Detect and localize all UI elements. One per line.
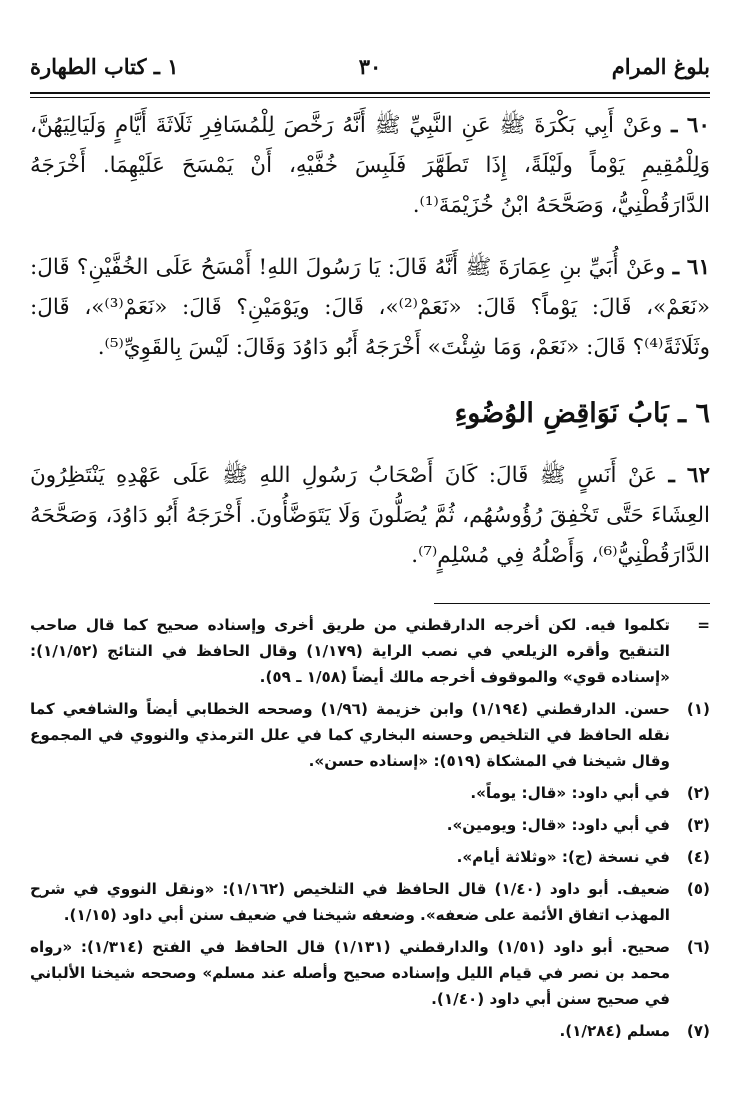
- hadith-number: ٦٠ ـ: [671, 113, 710, 138]
- page-header: [30, 50, 710, 94]
- footnotes: [30, 612, 710, 1050]
- hadith-62: [30, 456, 710, 576]
- footnote-text: تكلموا فيه. لكن أخرجه الدارقطني من طريق أخرى وإسناده صحيح كما قال صاحب التنقيح وأقره الزيلعي في نصب الراية (١/١٧٩) وقال الحافظ في النتائج (١/١/٥٢): «إسناده قوي» والموقوف أخرجه مالك أيضاً (١/٥٨ ـ ٥٩).: [30, 616, 670, 686]
- footnote-marker: (٣): [686, 816, 710, 834]
- hadith-number: ٦٢ ـ: [668, 463, 710, 488]
- footnote-item: [30, 812, 710, 838]
- footnote-marker: (١): [686, 700, 710, 718]
- header-divider: [30, 92, 710, 94]
- footnote-item: [30, 780, 710, 806]
- footnote-marker: (٤): [686, 848, 710, 866]
- footnote-text: في أبي داود: «قال: يوماً».: [470, 784, 670, 802]
- footnote-item: [30, 876, 710, 928]
- hadith-text: وعَنْ أَبِي بَكْرَةَ ﷺ عَنِ النَّبِيِّ ﷺ أَنَّهُ رَخَّصَ لِلْمُسَافِرِ ثَلَاثَةَ أَيَّامٍ وَلَيَالِيَهُنَّ، وَلِلْمُقِيمِ يَوْماً ولَيْلَةً، إِذَا تَطَهَّرَ فَلَبِسَ خُفَّيْهِ، أَنْ يَمْسَحَ عَلَيْهِمَا. أَخْرَجَهُ الدَّارَقُطْنِيُّ، وَصَحَّحَهُ ابْنُ خُزَيْمَةَ⁽¹⁾.: [30, 113, 710, 218]
- footnote-divider: [434, 603, 710, 604]
- footnote-item: [30, 696, 710, 774]
- main-text: [30, 106, 710, 598]
- footnote-item: [30, 934, 710, 1012]
- footnote-marker: (٢): [686, 784, 710, 802]
- footnote-item: [30, 612, 710, 690]
- footnote-text: مسلم (١/٢٨٤).: [559, 1022, 670, 1040]
- header-divider-thin: [30, 97, 710, 98]
- chapter-title: ٦ ـ بَابُ نَوَاقِضِ الوُضُوءِ: [454, 398, 710, 429]
- footnote-marker: =: [697, 616, 710, 634]
- footnote-text: في نسخة (ج): «وثلاثة أيام».: [456, 848, 670, 866]
- footnote-marker: (٥): [686, 880, 710, 898]
- hadith-text: وعَنْ أُبَيِّ بنِ عِمَارَةَ ﷺ أَنَّهُ قَالَ: يَا رَسُولَ اللهِ! أَمْسَحُ عَلَى الخُفَّيْنِ؟ قَالَ: «نَعَمْ»، قَالَ: يَوْماً؟ قَالَ: «نَعَمْ⁽²⁾»، قَالَ: ويَوْمَيْنِ؟ قَالَ: «نَعَمْ⁽³⁾»، قَالَ: وثَلَاثَةً⁽⁴⁾؟ قَالَ: «نَعَمْ، وَمَا شِئْتَ» أَخْرَجَهُ أَبُو دَاوُدَ وَقَالَ: لَيْسَ بِالقَوِيِّ⁽⁵⁾.: [30, 255, 711, 360]
- book-title: بلوغ المرام: [611, 54, 710, 79]
- footnote-marker: (٧): [686, 1022, 710, 1040]
- hadith-60: [30, 106, 710, 226]
- footnote-item: [30, 1018, 710, 1044]
- footnote-text: في أبي داود: «قال: ويومين».: [446, 816, 670, 834]
- page-number: ٣٠: [358, 54, 382, 79]
- footnote-item: [30, 844, 710, 870]
- section-title: ١ ـ كتاب الطهارة: [30, 54, 179, 79]
- footnote-text: صحيح. أبو داود (١/٥١) والدارقطني (١/١٣١) قال الحافظ في الفتح (١/٣١٤): «رواه محمد بن نصر في قيام الليل وإسناده صحيح وأصله عند مسلم» وصححه شيخنا الألباني في صحيح سنن أبي داود (١/٤٠).: [30, 938, 670, 1008]
- footnote-text: ضعيف. أبو داود (١/٤٠) قال الحافظ في التلخيص (١/١٦٢): «ونقل النووي في شرح المهذب اتفاق الأئمة على ضعفه». وضعفه شيخنا في ضعيف سنن أبي داود (١/١٥).: [30, 880, 670, 924]
- footnote-text: حسن. الدارقطني (١/١٩٤) وابن خزيمة (١/٩٦) وصححه الخطابي أيضاً والشافعي كما نقله الحافظ في التلخيص وحسنه البخاري كما في علل الترمذي والنووي في المجموع وقال شيخنا في المشكاة (٥١٩): «إسناده حسن».: [30, 700, 670, 770]
- hadith-61: [30, 248, 710, 368]
- hadith-number: ٦١ ـ: [672, 255, 710, 280]
- hadith-text: عَنْ أَنَسٍ ﷺ قَالَ: كَانَ أَصْحَابُ رَسُولِ اللهِ ﷺ عَلَى عَهْدِهِ يَنْتَظِرُونَ العِشَاءَ حَتَّى تَخْفِقَ رُؤُوسُهُم، ثُمَّ يُصَلُّونَ وَلَا يَتَوَضَّأُونَ. أَخْرَجَهُ أَبُو دَاوُدَ، وَصَحَّحَهُ الدَّارَقُطْنِيُّ⁽⁶⁾، وَأَصْلُهُ فِي مُسْلِمٍ⁽⁷⁾.: [30, 463, 710, 568]
- footnote-marker: (٦): [686, 938, 710, 956]
